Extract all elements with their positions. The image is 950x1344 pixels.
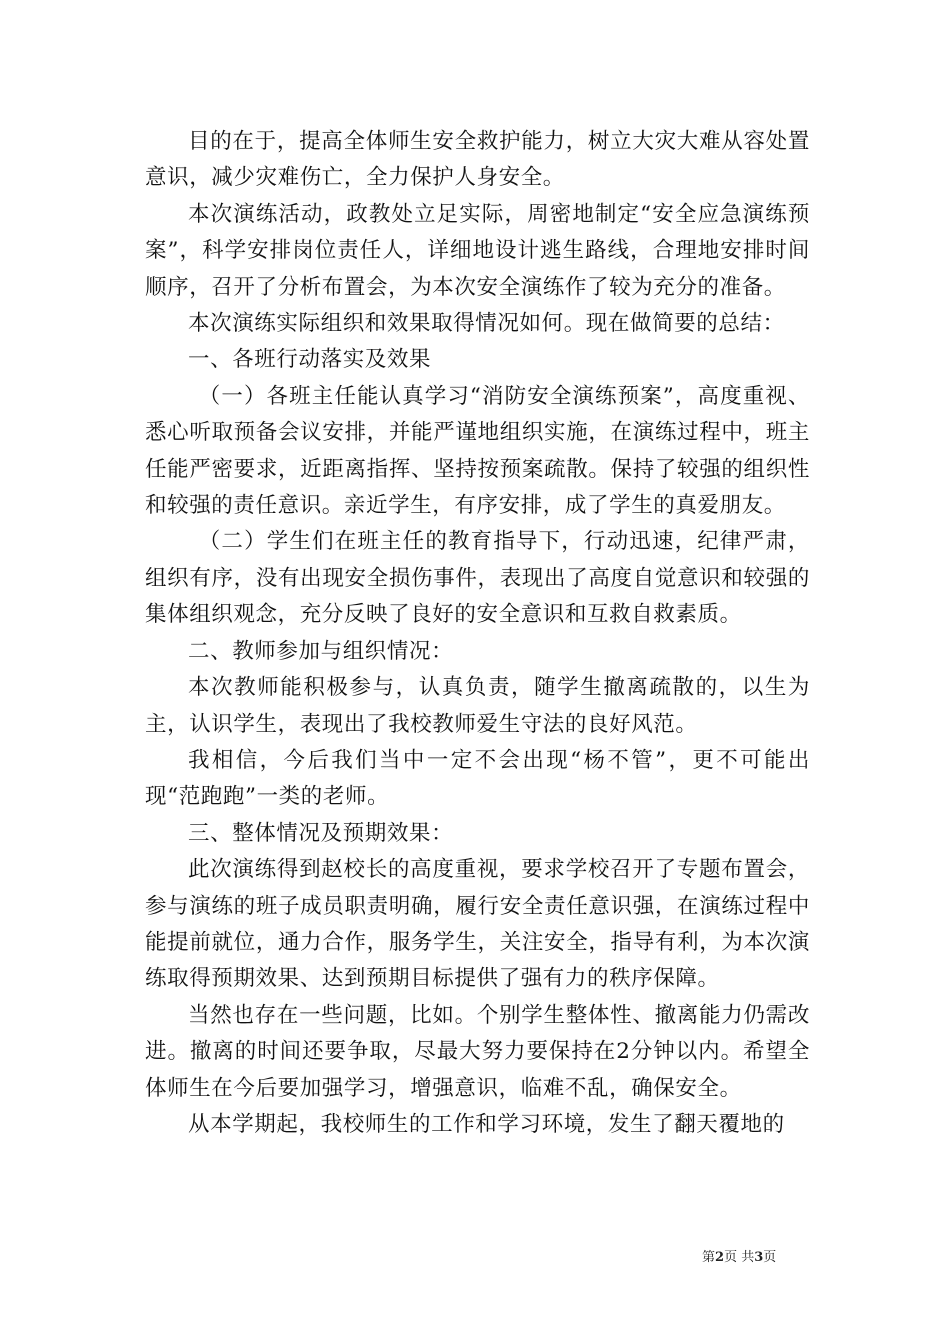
page-number-footer: [702, 1246, 776, 1265]
document-body: [145, 124, 810, 1143]
paragraph-overall-effect: 此次演练得到赵校长的高度重视，要求学校召开了专题布置会，参与演练的班子成员职责明确，履行安全责任意识强，在演练过程中能提前就位，通力合作，服务学生，关注安全，指导有利，为本次演练取得预期效果、达到预期目标提供了强有力的秩序保障。: [145, 857, 810, 992]
footer-prefix: 第: [702, 1250, 716, 1265]
paragraph-continuation: 从本学期起，我校师生的工作和学习环境，发生了翻天覆地的: [188, 1111, 785, 1137]
paragraph-purpose: 目的在于，提高全体师生安全救护能力，树立大灾大难从容处置意识，减少灾难伤亡，全力保护人身安全。: [145, 129, 810, 191]
footer-total-pages: 3: [754, 1250, 764, 1265]
paragraph-problems: 当然也存在一些问题，比如。个别学生整体性、撤离能力仍需改进。撤离的时间还要争取，尽最大努力要保持在2分钟以内。希望全体师生在今后要加强学习，增强意识，临难不乱，确保安全。: [145, 1002, 810, 1101]
section-heading-2: 二、教师参加与组织情况：: [188, 638, 454, 664]
subsection-2-students: （二）学生们在班主任的教育指导下，行动迅速，纪律严肃，组织有序，没有出现安全损伤事件，表现出了高度自觉意识和较强的集体组织观念，充分反映了良好的安全意识和互救自救素质。: [145, 529, 810, 628]
subsection-1-teachers: （一）各班主任能认真学习“消防安全演练预案”，高度重视、悉心听取预备会议安排，并能严谨地组织实施，在演练过程中，班主任能严密要求，近距离指挥、坚持按预案疏散。保持了较强的组织性和较强的责任意识。亲近学生，有序安排，成了学生的真爱朋友。: [145, 383, 810, 519]
paragraph-summary-intro: 本次演练实际组织和效果取得情况如何。现在做简要的总结：: [188, 311, 785, 337]
footer-current-page: 2: [715, 1250, 725, 1265]
footer-middle: 页 共: [724, 1250, 755, 1265]
paragraph-belief: 我相信，今后我们当中一定不会出现“杨不管”，更不可能出现“范跑跑”一类的老师。: [145, 747, 810, 810]
footer-suffix: 页: [763, 1250, 777, 1265]
section-heading-3: 三、整体情况及预期效果：: [188, 820, 454, 846]
paragraph-teacher-participation: 本次教师能积极参与，认真负责，随学生撤离疏散的，以生为主，认识学生，表现出了我校教师爱生守法的良好风范。: [145, 675, 810, 737]
section-heading-1: 一、各班行动落实及效果: [188, 347, 432, 373]
paragraph-preparation: 本次演练活动，政教处立足实际，周密地制定“安全应急演练预案”，科学安排岗位责任人，详细地设计逃生路线，合理地安排时间顺序，召开了分析布置会，为本次安全演练作了较为充分的准备。: [145, 201, 810, 300]
